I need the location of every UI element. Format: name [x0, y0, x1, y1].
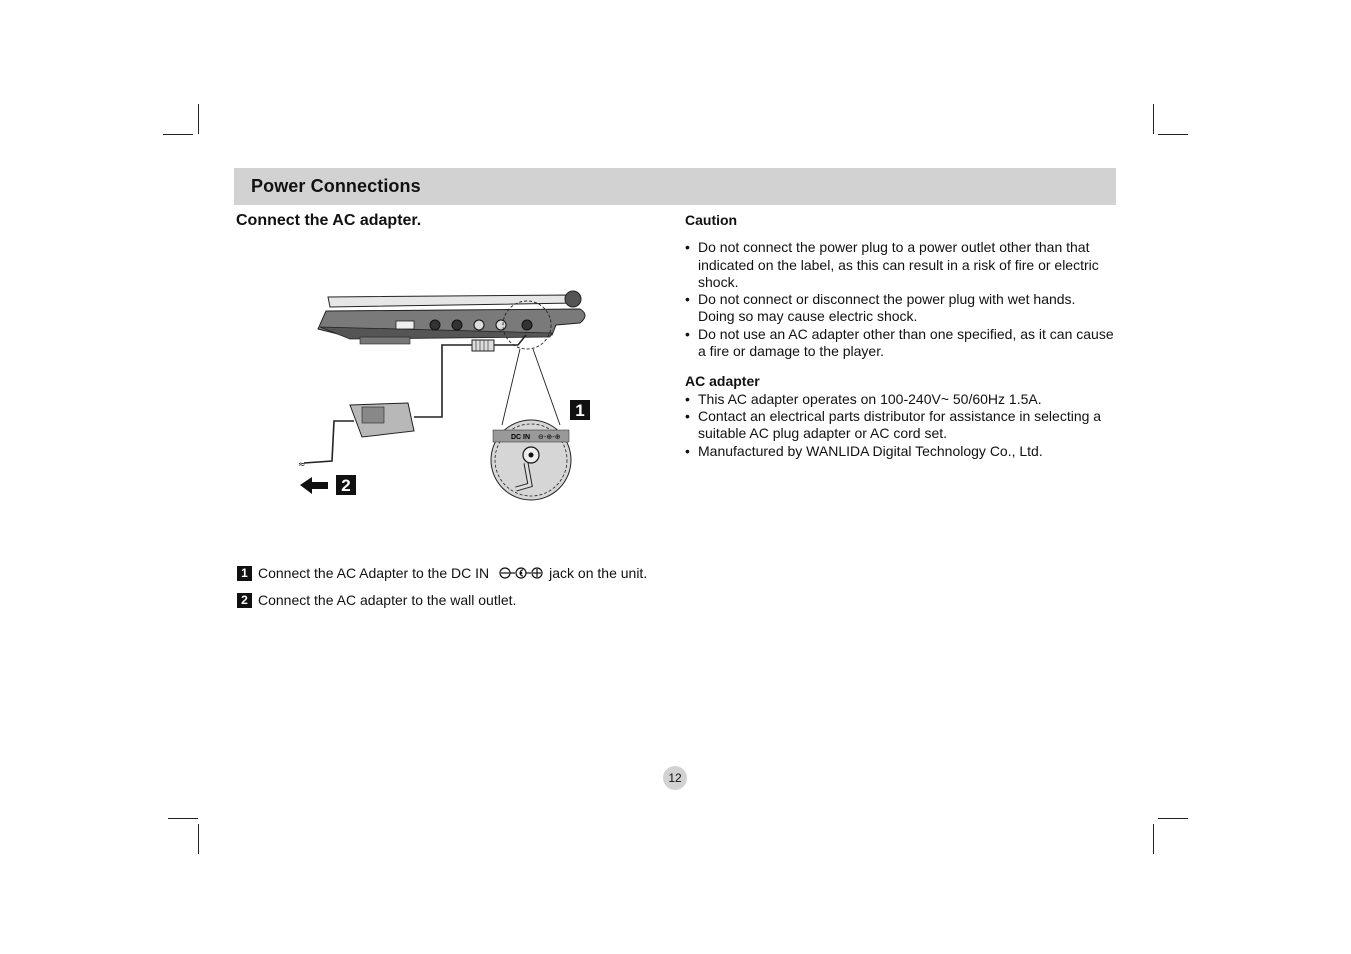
ac-adapter-item: • This AC adapter operates on 100-240V~ 50/60Hz 1.5A.: [685, 391, 1115, 408]
dc-polarity-icon: [499, 567, 543, 579]
svg-text:⊖-⊕-⊕: ⊖-⊕-⊕: [538, 433, 561, 441]
step-number-1: 1: [237, 566, 252, 581]
caution-list: [685, 239, 1115, 360]
step-1-text-after: jack on the unit.: [549, 565, 648, 581]
crop-mark: [163, 134, 193, 135]
dc-in-label: DC IN: [511, 434, 531, 441]
ac-adapter-item: • Contact an electrical parts distributor for assistance in selecting a suitable AC plug adapter or AC cord set.: [685, 408, 1115, 443]
ac-adapter-list: [685, 391, 1115, 460]
step-1-text: Connect the AC Adapter to the DC IN: [258, 565, 490, 581]
step-2: [237, 592, 516, 608]
caution-item: • Do not use an AC adapter other than one specified, as it can cause a fire or damage to the player.: [685, 326, 1115, 361]
caution-heading: Caution: [685, 212, 738, 228]
svg-text:≈: ≈: [298, 460, 306, 470]
caution-item: • Do not connect the power plug to a power outlet other than that indicated on the label, as this can result in a risk of fire or electric shock.: [685, 239, 1115, 291]
step-number-2: 2: [237, 593, 252, 608]
ac-adapter-heading: AC adapter: [685, 373, 760, 390]
crop-mark: [198, 824, 199, 854]
crop-mark: [1158, 818, 1188, 819]
callout-1-label: 1: [575, 401, 585, 420]
crop-mark: [1153, 104, 1154, 134]
step-1: [237, 565, 647, 581]
ac-adapter-item: • Manufactured by WANLIDA Digital Technology Co., Ltd.: [685, 443, 1115, 460]
crop-mark: [1153, 824, 1154, 854]
step-2-text: Connect the AC adapter to the wall outlet.: [258, 592, 517, 608]
crop-mark: [198, 104, 199, 134]
crop-mark: [1158, 134, 1188, 135]
callout-2-label: 2: [341, 476, 351, 495]
section-subheading: Connect the AC adapter.: [236, 212, 422, 229]
section-header: [234, 168, 1116, 205]
connection-illustration: [290, 285, 610, 510]
page-title: Power Connections: [251, 176, 421, 196]
page-number: 12: [663, 766, 687, 790]
crop-mark: [168, 818, 198, 819]
right-column: [685, 212, 1115, 460]
caution-item: • Do not connect or disconnect the power plug with wet hands. Doing so may cause electric shock.: [685, 291, 1115, 326]
